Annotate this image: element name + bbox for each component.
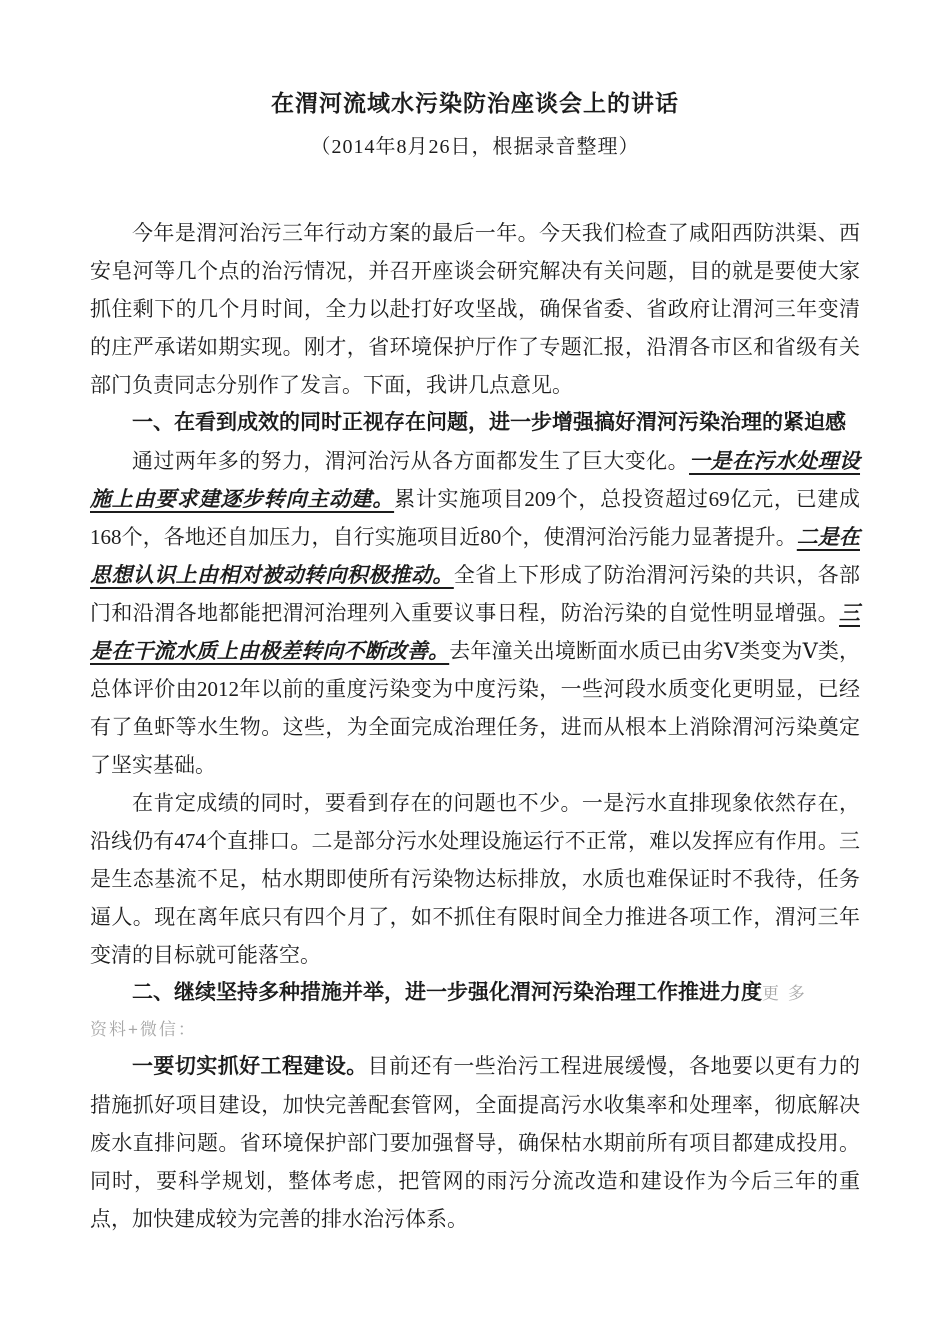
document-body — [90, 214, 860, 1238]
text-run: 今年是渭河治污三年行动方案的最后一年。今天我们检查了咸阳西防洪渠、西安皂河等几个点的治污情况，并召开座谈会研究解决有关问题，目的就是要使大家抓住剩下的几个月时间，全力以赴打好攻坚战，确保省委、省政府让渭河三年变清的庄严承诺如期实现。刚才，省环境保护厅作了专题汇报，沿渭各市区和省级有关部门负责同志分别作了发言。下面，我讲几点意见。 — [90, 221, 860, 397]
engineering-paragraph — [90, 1047, 860, 1238]
section-heading-1 — [90, 404, 860, 442]
text-run: 更 多 — [762, 984, 807, 1003]
achievements-paragraph — [90, 442, 860, 784]
text-run: 目前还有一些治污工程进展缓慢，各地要以更有力的措施抓好项目建设，加快完善配套管网，全面提高污水收集率和处理率，彻底解决废水直排问题。省环境保护部门要加强督导，确保枯水期前所有项目都建成投用。同时，要科学规划，整体考虑，把管网的雨污分流改造和建设作为今后三年的重点，加快建成较为完善的排水治污体系。 — [90, 1054, 861, 1231]
problems-paragraph — [90, 784, 860, 974]
text-run: 二、继续坚持多种措施并举，进一步强化渭河污染治理工作推进力度 — [132, 981, 762, 1004]
text-run: 累计实施项目209个，总投资超过69亿元，已建成168个，各地还自加压力，自行实施项目近80个，使渭河治污能力显著提升。 — [90, 487, 861, 549]
document-subtitle: （2014年8月26日，根据录音整理） — [310, 136, 640, 158]
text-run: 一要切实抓好工程建设。 — [132, 1055, 368, 1078]
text-run: 一是在污水处理设施上由要求建逐步转向主动建。 — [90, 449, 861, 511]
intro-paragraph — [90, 214, 860, 404]
text-run: 三是在干流水质上由极差转向不断改善。 — [90, 601, 860, 663]
watermark-line — [90, 1013, 860, 1047]
text-run: 全省上下形成了防治渭河污染的共识，各部门和沿渭各地都能把渭河治理列入重要议事日程，防治污染的自觉性明显增强。 — [90, 563, 861, 625]
text-run: 在肯定成绩的同时，要看到存在的问题也不少。一是污水直排现象依然存在，沿线仍有474个直排口。二是部分污水处理设施运行不正常，难以发挥应有作用。三是生态基流不足，枯水期即使所有污染物达标排放，水质也难保证时不我待，任务逼人。现在离年底只有四个月了，如不抓住有限时间全力推进各项工作，渭河三年变清的目标就可能落空。 — [90, 791, 860, 967]
document-title: 在渭河流域水污染防治座谈会上的讲话 — [271, 91, 679, 116]
text-run: 资料+微信： — [90, 1020, 197, 1039]
text-run: 二是在思想认识上由相对被动转向积极推动。 — [90, 525, 860, 587]
text-run: 去年潼关出境断面水质已由劣Ⅴ类变为Ⅴ类，总体评价由2012年以前的重度污染变为中度污染，一些河段水质变化更明显，已经有了鱼虾等水生物。这些，为全面完成治理任务，进而从根本上消除渭河污染奠定了坚实基础。 — [90, 639, 860, 777]
section-heading-2 — [90, 974, 860, 1013]
text-run: 一、在看到成效的同时正视存在问题，进一步增强搞好渭河污染治理的紧迫感 — [132, 411, 846, 434]
text-run: 通过两年多的努力，渭河治污从各方面都发生了巨大变化。 — [132, 449, 690, 473]
